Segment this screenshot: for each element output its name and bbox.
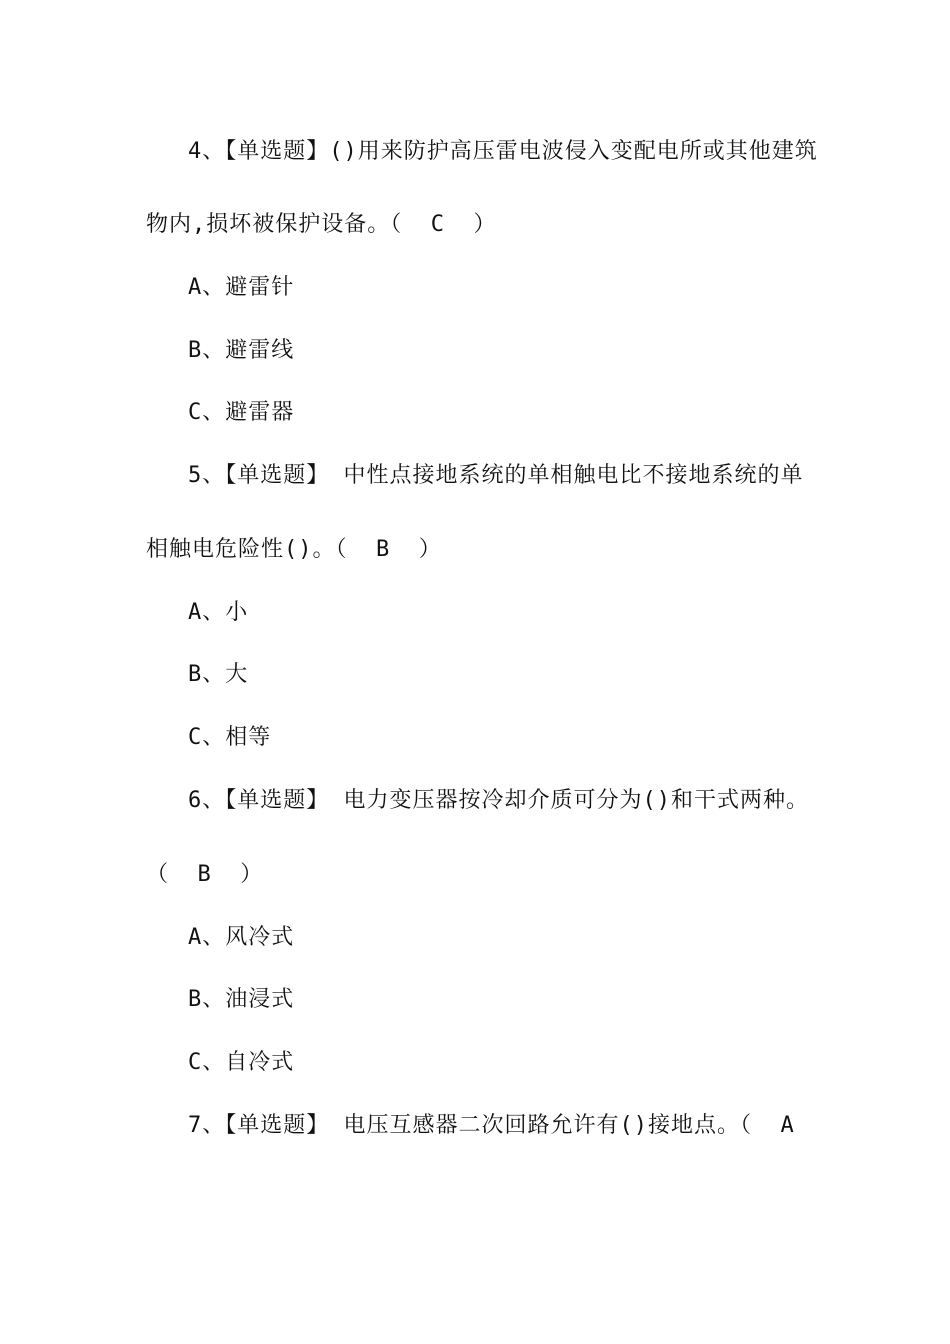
question-4-stem-line1: 4、【单选题】()用来防护高压雷电波侵入变配电所或其他建筑 <box>188 139 818 164</box>
question-5-option-b: B、大 <box>188 662 249 687</box>
question-6-option-b: B、油浸式 <box>188 987 295 1012</box>
question-5-option-a: A、小 <box>188 600 249 625</box>
question-6-option-c: C、自冷式 <box>188 1050 295 1075</box>
question-4-option-b: B、避雷线 <box>188 338 295 363</box>
question-5-stem-line2: 相触电危险性()。（ B ） <box>146 537 442 562</box>
question-7-stem-line1: 7、【单选题】 电压互感器二次回路允许有()接地点。（ A <box>188 1113 795 1138</box>
question-6-stem-line2: （ B ） <box>146 862 264 887</box>
question-6-option-a: A、风冷式 <box>188 925 295 950</box>
question-4-stem-line2: 物内,损坏被保护设备。（ C ） <box>146 212 497 237</box>
question-5-option-c: C、相等 <box>188 725 272 750</box>
question-4-option-c: C、避雷器 <box>188 400 295 425</box>
question-6-stem-line1: 6、【单选题】 电力变压器按冷却介质可分为()和干式两种。 <box>188 788 809 813</box>
question-5-stem-line1: 5、【单选题】 中性点接地系统的单相触电比不接地系统的单 <box>188 463 804 488</box>
question-4-option-a: A、避雷针 <box>188 275 295 300</box>
